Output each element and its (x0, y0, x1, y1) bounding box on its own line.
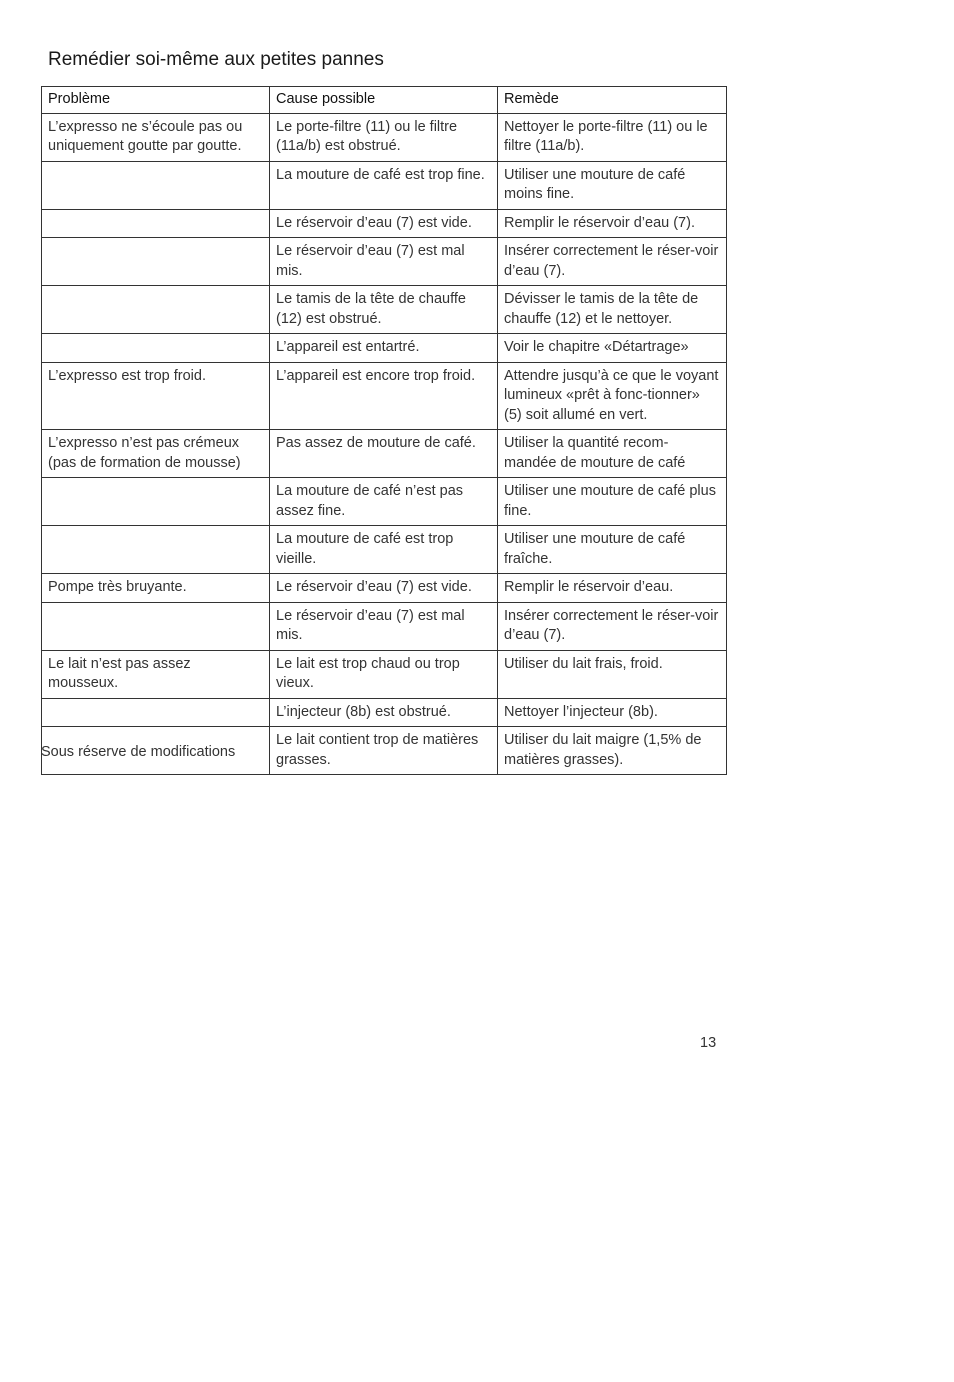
cell-remede: Insérer correctement le réser-voir d’eau (7). (498, 238, 727, 286)
cell-remede: Utiliser une mouture de café plus fine. (498, 478, 727, 526)
cell-cause: Le réservoir d’eau (7) est vide. (270, 209, 498, 238)
cell-probleme: L’expresso ne s’écoule pas ou uniquement goutte par goutte. (42, 113, 270, 161)
cell-remede: Utiliser une mouture de café fraîche. (498, 526, 727, 574)
cell-probleme (42, 478, 270, 526)
cell-cause: L’injecteur (8b) est obstrué. (270, 698, 498, 727)
header-probleme: Problème (42, 87, 270, 114)
cell-remede: Insérer correctement le réser-voir d’eau (7). (498, 602, 727, 650)
table-row (42, 161, 727, 209)
table-row (42, 209, 727, 238)
cell-probleme (42, 698, 270, 727)
cell-remede: Utiliser une mouture de café moins fine. (498, 161, 727, 209)
table-row (42, 113, 727, 161)
cell-probleme (42, 238, 270, 286)
table-row (42, 698, 727, 727)
table-row (42, 362, 727, 430)
table-row (42, 574, 727, 603)
cell-probleme: Le lait n’est pas assez mousseux. (42, 650, 270, 698)
table-row (42, 334, 727, 363)
cell-probleme: Pompe très bruyante. (42, 574, 270, 603)
cell-probleme (42, 286, 270, 334)
footnote: Sous réserve de modifications (41, 744, 236, 760)
cell-remede: Nettoyer le porte-filtre (11) ou le filtre (11a/b). (498, 113, 727, 161)
cell-remede: Utiliser la quantité recom-mandée de mouture de café (498, 430, 727, 478)
page-title: Remédier soi-même aux petites pannes (48, 49, 384, 70)
cell-remede: Dévisser le tamis de la tête de chauffe (12) et le nettoyer. (498, 286, 727, 334)
cell-cause: L’appareil est encore trop froid. (270, 362, 498, 430)
cell-probleme (42, 602, 270, 650)
cell-probleme (42, 161, 270, 209)
cell-remede: Nettoyer l’injecteur (8b). (498, 698, 727, 727)
troubleshooting-table (41, 86, 727, 775)
cell-cause: Le porte-filtre (11) ou le filtre (11a/b) est obstrué. (270, 113, 498, 161)
cell-probleme: L’expresso n’est pas crémeux (pas de formation de mousse) (42, 430, 270, 478)
table-row (42, 286, 727, 334)
cell-cause: La mouture de café est trop vieille. (270, 526, 498, 574)
table-row (42, 430, 727, 478)
cell-remede: Remplir le réservoir d’eau. (498, 574, 727, 603)
page-number: 13 (700, 1035, 717, 1051)
header-cause-possible: Cause possible (270, 87, 498, 114)
cell-cause: Le tamis de la tête de chauffe (12) est obstrué. (270, 286, 498, 334)
header-remede: Remède (498, 87, 727, 114)
cell-remede: Attendre jusqu’à ce que le voyant lumineux «prêt à fonc-tionner» (5) soit allumé en vert. (498, 362, 727, 430)
table-row (42, 478, 727, 526)
table-row (42, 650, 727, 698)
cell-probleme: L’expresso est trop froid. (42, 362, 270, 430)
cell-cause: Le lait contient trop de matières grasses. (270, 727, 498, 775)
cell-probleme (42, 526, 270, 574)
cell-cause: Le réservoir d’eau (7) est mal mis. (270, 238, 498, 286)
cell-probleme (42, 209, 270, 238)
cell-remede: Utiliser du lait frais, froid. (498, 650, 727, 698)
cell-cause: La mouture de café est trop fine. (270, 161, 498, 209)
table-row (42, 602, 727, 650)
cell-cause: L’appareil est entartré. (270, 334, 498, 363)
cell-cause: Pas assez de mouture de café. (270, 430, 498, 478)
table-row (42, 526, 727, 574)
cell-remede: Utiliser du lait maigre (1,5% de matières grasses). (498, 727, 727, 775)
cell-probleme (42, 334, 270, 363)
cell-cause: La mouture de café n’est pas assez fine. (270, 478, 498, 526)
cell-cause: Le lait est trop chaud ou trop vieux. (270, 650, 498, 698)
table-header-row (42, 87, 727, 114)
cell-remede: Remplir le réservoir d’eau (7). (498, 209, 727, 238)
cell-cause: Le réservoir d’eau (7) est vide. (270, 574, 498, 603)
cell-remede: Voir le chapitre «Détartrage» (498, 334, 727, 363)
table-row (42, 238, 727, 286)
cell-cause: Le réservoir d’eau (7) est mal mis. (270, 602, 498, 650)
